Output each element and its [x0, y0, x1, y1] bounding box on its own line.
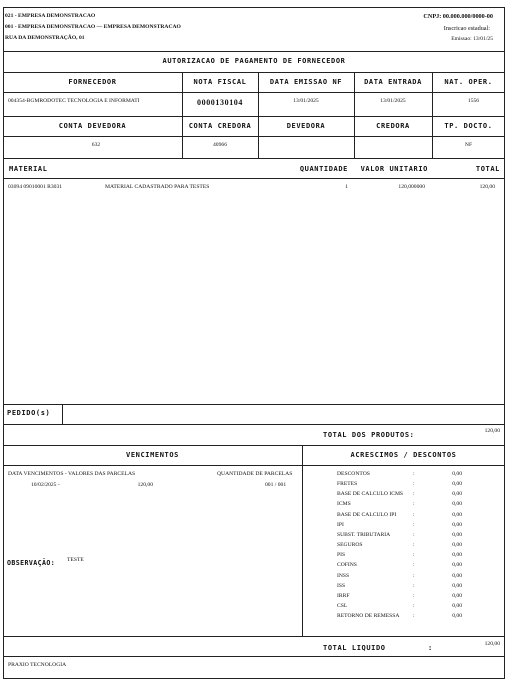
data-emissao-value: 13/01/2025: [293, 98, 319, 104]
item-valor-unitario: 120,000000: [398, 184, 425, 190]
adjustment-separator: :: [413, 531, 415, 538]
adjustment-separator: :: [413, 572, 415, 579]
total-produtos-value: 120,00: [484, 428, 500, 434]
parcelas-value: 001 / 001: [265, 482, 287, 488]
adjustment-separator: :: [413, 542, 415, 548]
adjustment-separator: :: [413, 471, 415, 477]
adjustment-value: 0,00: [452, 582, 462, 589]
data-entrada-value: 13/01/2025: [380, 98, 406, 104]
vencimentos-label: VENCIMENTOS: [126, 451, 179, 459]
adjustment-value: 0,00: [452, 552, 462, 559]
total-liquido-value: 120,00: [484, 641, 500, 647]
adjustment-separator: :: [413, 552, 415, 559]
acrescimos-label: ACRESCIMOS / DESCONTOS: [350, 451, 457, 459]
observacao-label: OBSERVAÇÃO:: [7, 559, 56, 567]
total-liquido-label: TOTAL LIQUIDO: [323, 644, 386, 652]
company-address: RUA DA DEMONSTRAÇÃO, 01: [5, 35, 85, 41]
total-liquido-separator: :: [428, 644, 433, 652]
adjustment-separator: :: [413, 481, 415, 488]
vencimento-valor: 120,00: [137, 482, 153, 488]
item-total: 120,00: [479, 184, 495, 190]
item-quantidade: 1: [345, 184, 348, 190]
adjustment-separator: :: [413, 613, 415, 620]
adjustment-label: ISS: [337, 582, 346, 589]
adjustment-value: 0,00: [452, 572, 462, 579]
nat-oper-label: NAT. OPER.: [444, 78, 493, 86]
adjustment-separator: :: [413, 521, 415, 528]
tp-docto-label: TP. DOCTO.: [444, 122, 493, 130]
total-header: TOTAL: [475, 165, 500, 173]
adjustment-separator: :: [413, 491, 415, 498]
vencimento-date: 10/02/2025 -: [31, 482, 60, 488]
nota-fiscal-label: NOTA FISCAL: [193, 78, 247, 86]
data-entrada-label: DATA ENTRADA: [364, 78, 422, 86]
adjustment-value: 0,00: [452, 521, 462, 528]
credora-label: CREDORA: [376, 122, 410, 130]
footer-text: PRAXIO TECNOLOGIA: [8, 662, 67, 668]
adjustment-separator: :: [413, 603, 415, 609]
data-vencimentos-label: DATA VENCIMENTOS - VALORES DAS PARCELAS: [8, 471, 136, 477]
adjustment-label: INSS: [337, 572, 350, 579]
total-produtos-label: TOTAL DOS PRODUTOS:: [323, 431, 415, 439]
document-title: AUTORIZACAO DE PAGAMENTO DE FORNECEDOR: [162, 57, 346, 65]
adjustment-value: 0,00: [452, 613, 462, 620]
adjustment-label: SUBST. TRIBUTARIA: [337, 531, 391, 538]
adjustment-label: BASE DE CALCULO IPI: [337, 511, 397, 518]
inscricao-estadual: Inscricao estadual:: [443, 25, 490, 32]
material-header: MATERIAL: [9, 165, 48, 173]
adjustment-label: FRETES: [337, 481, 358, 488]
nota-fiscal-value: 0000130104: [197, 98, 243, 107]
tp-docto-value: NF: [464, 142, 473, 148]
conta-credora-value: 40966: [213, 142, 227, 148]
adjustment-label: SEGUROS: [337, 542, 363, 548]
adjustment-label: RETORNO DE REMESSA: [337, 613, 400, 620]
adjustment-label: IPI: [337, 521, 344, 528]
adjustment-label: BASE DE CALCULO ICMS: [337, 491, 404, 498]
adjustment-value: 0,00: [452, 542, 462, 548]
adjustment-label: CSL: [337, 603, 348, 609]
adjustment-value: 0,00: [452, 562, 462, 569]
emissao-date: Emissao: 13/01/25: [451, 36, 493, 42]
fornecedor-value: 004354-BGMRODOTEC TECNOLOGIA E INFORMATI: [8, 98, 140, 104]
data-emissao-label: DATA EMISSAO NF: [269, 78, 343, 86]
quantidade-parcelas-label: QUANTIDADE DE PARCELAS: [217, 471, 293, 477]
nat-oper-value: 1556: [467, 98, 480, 104]
company-line-2: 001 - EMPRESA DEMONSTRACAO — EMPRESA DEMONSTRACAO: [5, 24, 181, 30]
pedido-label: PEDIDO(s): [7, 409, 51, 417]
adjustment-label: DESCONTOS: [337, 471, 370, 477]
adjustment-value: 0,00: [452, 481, 462, 488]
quantidade-header: QUANTIDADE: [299, 165, 348, 173]
company-line-1: 021 - EMPRESA DEMONSTRACAO: [5, 13, 96, 19]
conta-devedora-label: CONTA DEVEDORA: [58, 122, 127, 130]
conta-credora-label: CONTA CREDORA: [188, 122, 252, 130]
adjustment-separator: :: [413, 501, 415, 508]
observacao-value: TESTE: [67, 557, 84, 563]
valor-unitario-header: VALOR UNITARIO: [360, 165, 428, 173]
adjustment-label: PIS: [337, 552, 346, 559]
adjustment-value: 0,00: [452, 603, 462, 609]
adjustment-separator: :: [413, 562, 415, 569]
adjustment-value: 0,00: [452, 491, 462, 498]
adjustment-value: 0,00: [452, 531, 462, 538]
item-description: MATERIAL CADASTRADO PARA TESTES: [105, 184, 210, 190]
conta-devedora-value: 632: [91, 142, 101, 148]
adjustment-label: ICMS: [337, 501, 351, 508]
adjustment-separator: :: [413, 582, 415, 589]
adjustment-separator: :: [413, 511, 415, 518]
adjustment-label: COFINS: [337, 562, 357, 569]
fornecedor-label: FORNECEDOR: [68, 78, 117, 86]
adjustment-separator: :: [413, 592, 415, 599]
adjustment-value: 0,00: [452, 501, 462, 508]
adjustment-value: 0,00: [452, 511, 462, 518]
item-code: 03094 09010001 R3031: [8, 184, 63, 190]
adjustment-value: 0,00: [452, 471, 462, 477]
adjustment-label: IRRF: [337, 592, 350, 599]
cnpj: CNPJ: 00.000.000/0000-00: [423, 13, 493, 20]
devedora-label: DEVEDORA: [286, 122, 326, 130]
adjustment-value: 0,00: [452, 592, 462, 599]
